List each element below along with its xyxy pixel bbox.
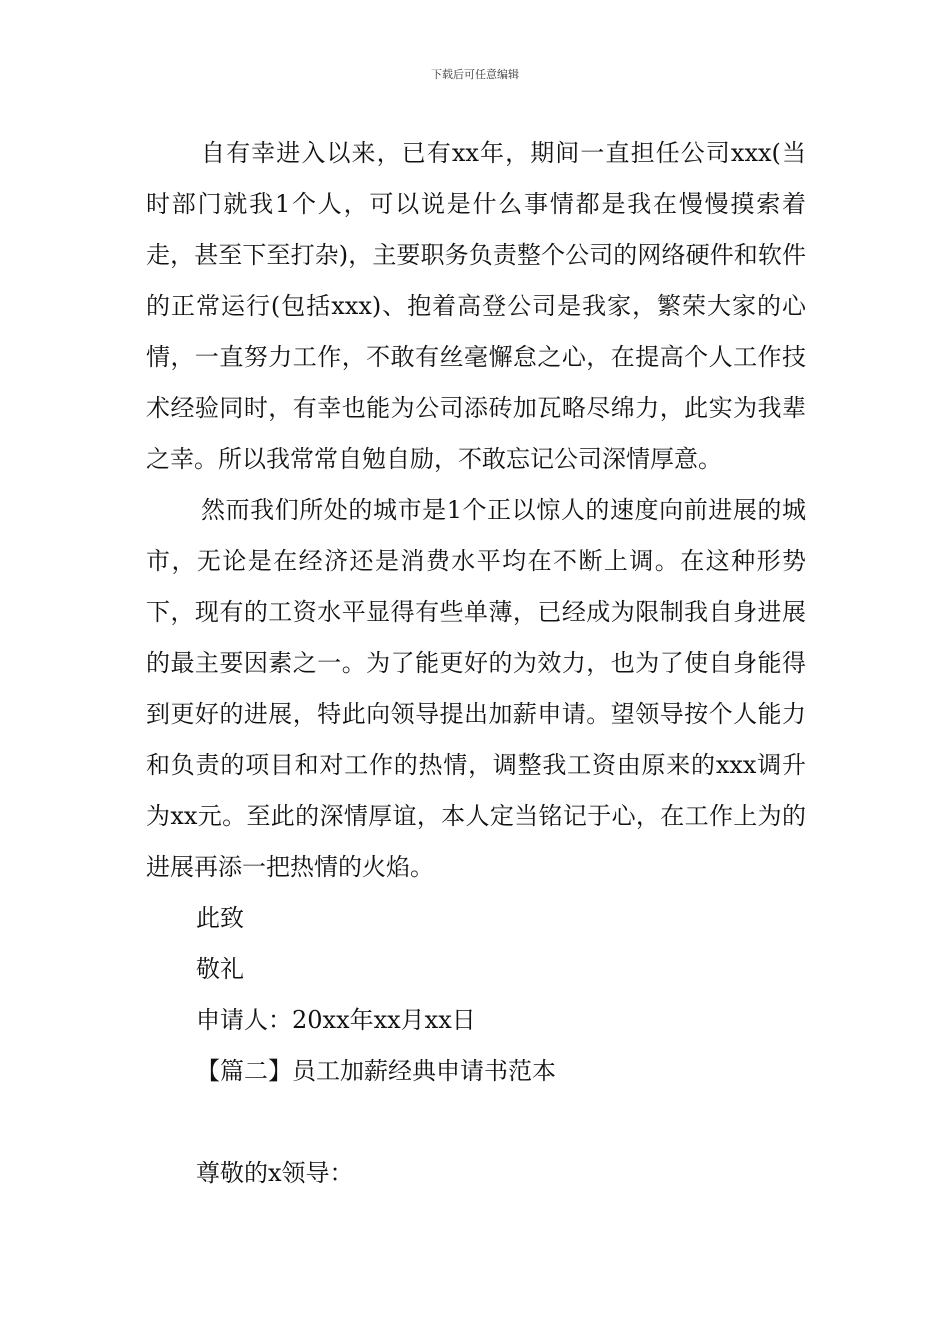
paragraph-2: 然而我们所处的城市是1个正以惊人的速度向前进展的城市，无论是在经济还是消费水平均在不断上调。在这种形势下，现有的工资水平显得有些单薄，已经成为限制我自身进展的最主要因素之一。为了能更好的为效力，也为了使自身能得到更好的进展，特此向领导提出加薪申请。望领导按个人能力和负责的项目和对工作的热情，调整我工资由原来的xxx调升为xx元。至此的深情厚谊，本人定当铭记于心，在工作上为的进展再添一把热情的火焰。 bbox=[146, 496, 806, 881]
spacer bbox=[146, 1097, 806, 1148]
page-header: 下载后可任意编辑 bbox=[431, 68, 519, 81]
document-body bbox=[146, 128, 806, 1199]
section-title: 【篇二】员工加薪经典申请书范本 bbox=[196, 1057, 556, 1085]
closing-line-1: 此致 bbox=[196, 904, 244, 932]
applicant-line: 申请人：20xx年xx月xx日 bbox=[196, 1006, 476, 1034]
paragraph-1: 自有幸进入以来，已有xx年，期间一直担任公司xxx(当时部门就我1个人，可以说是什么事情都是我在慢慢摸索着走，甚至下至打杂)，主要职务负责整个公司的网络硬件和软件的正常运行(包括xxx)、抱着高登公司是我家，繁荣大家的心情，一直努力工作，不敢有丝毫懈怠之心，在提高个人工作技术经验同时，有幸也能为公司添砖加瓦略尽绵力，此实为我辈之幸。所以我常常自勉自励，不敢忘记公司深情厚意。 bbox=[146, 139, 806, 473]
closing-line-2: 敬礼 bbox=[196, 955, 244, 983]
salutation: 尊敬的x领导： bbox=[196, 1159, 354, 1187]
